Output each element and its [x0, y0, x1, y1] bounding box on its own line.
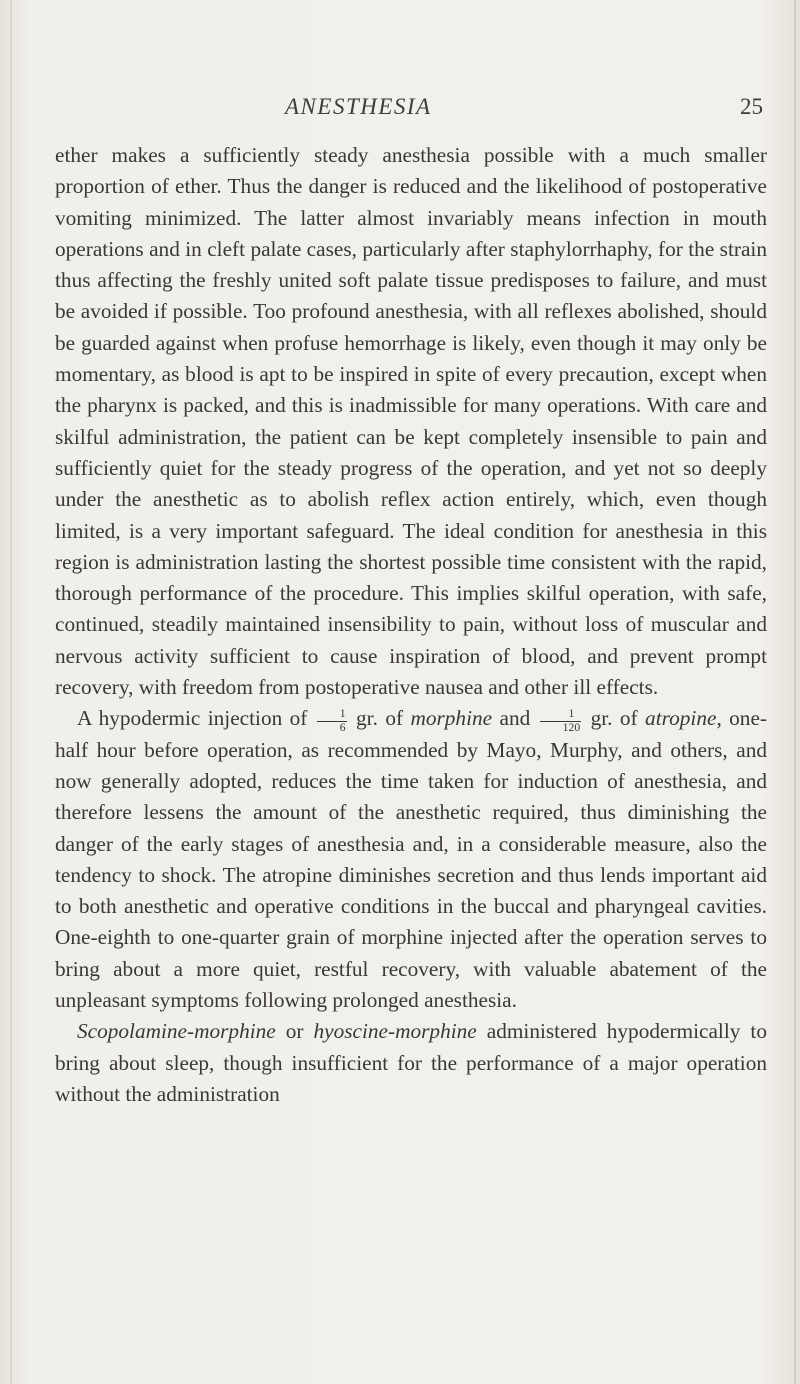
p2-text-1: A hypodermic injection of — [77, 706, 315, 731]
p2-text-2: gr. of — [348, 706, 411, 731]
p2-text-3: and — [492, 706, 538, 731]
term-hyoscine-morphine: hyoscine-morphine — [313, 1019, 477, 1044]
p3-text-1: or — [275, 1019, 314, 1044]
paragraph-3 — [55, 1016, 767, 1110]
term-atropine: atropine — [645, 706, 717, 731]
body-text — [55, 140, 767, 1110]
paragraph-1: ether makes a sufficiently steady anesthesia possible with a much smaller proportion of ether. Thus the danger is reduced and the likelihood of postoperative vomiting minimized. The latter almost invariably means infection in mouth operations and in cleft palate cases, particularly after staphylorrhaphy, for the strain thus affecting the freshly united soft palate tissue predisposes to failure, and must be avoided if possible. Too profound anesthesia, with all reflexes abolished, should be guarded against when profuse hemorrhage is likely, even though it may only be momentary, as blood is apt to be inspired in spite of every precaution, except when the pharynx is packed, and this is inadmissible for many operations. With care and skilful administration, the patient can be kept completely insensible to pain and sufficiently quiet for the steady progress of the operation, and yet not so deeply under the anesthetic as to abolish reflex action entirely, which, even though limited, is a very important safeguard. The ideal condition for anesthesia in this region is administration lasting the shortest possible time consistent with the rapid, thorough performance of the procedure. This implies skilful operation, with safe, continued, steadily maintained insensibility to pain, without loss of muscular and nervous activity sufficient to cause inspiration of blood, and prevent prompt recovery, with freedom from postoperative nausea and other ill effects. — [55, 143, 767, 700]
left-page-edge — [10, 0, 12, 1384]
page-header — [0, 94, 800, 124]
fraction-one-sixth — [317, 708, 347, 734]
p2-text-5: , one-half hour before operation, as recommended by Mayo, Murphy, and others, and now generally adopted, reduces the time taken for induction of anesthesia, and therefore lessens the amount of the anesthetic required, thus diminishing the danger of the early stages of anesthesia and, in a considerable measure, also the tendency to shock. The atropine diminishes secretion and thus lends important aid to both anesthetic and operative conditions in the buccal and pharyngeal cavities. One-eighth to one-quarter grain of morphine injected after the operation serves to bring about a more quiet, restful recovery, with valuable abatement of the unpleasant symptoms following prolonged anesthesia. — [55, 706, 767, 1013]
page-number: 25 — [740, 94, 763, 119]
right-page-edge — [794, 0, 796, 1384]
term-scopolamine-morphine: Scopolamine-morphine — [77, 1019, 276, 1044]
fraction-one-one-twentieth — [540, 708, 582, 734]
paragraph-2 — [55, 703, 767, 1016]
running-head: ANESTHESIA — [285, 94, 432, 119]
fraction-numerator: 1 — [317, 708, 347, 721]
fraction-denominator: 6 — [339, 720, 346, 734]
p2-text-4: gr. of — [583, 706, 646, 731]
p3-text-2: administered hypodermically to bring about sleep, though insufficient for the performance of a major operation without the administration — [55, 1019, 767, 1106]
fraction-numerator: 1 — [540, 708, 582, 721]
fraction-denominator: 120 — [562, 720, 581, 734]
term-morphine: morphine — [410, 706, 493, 731]
